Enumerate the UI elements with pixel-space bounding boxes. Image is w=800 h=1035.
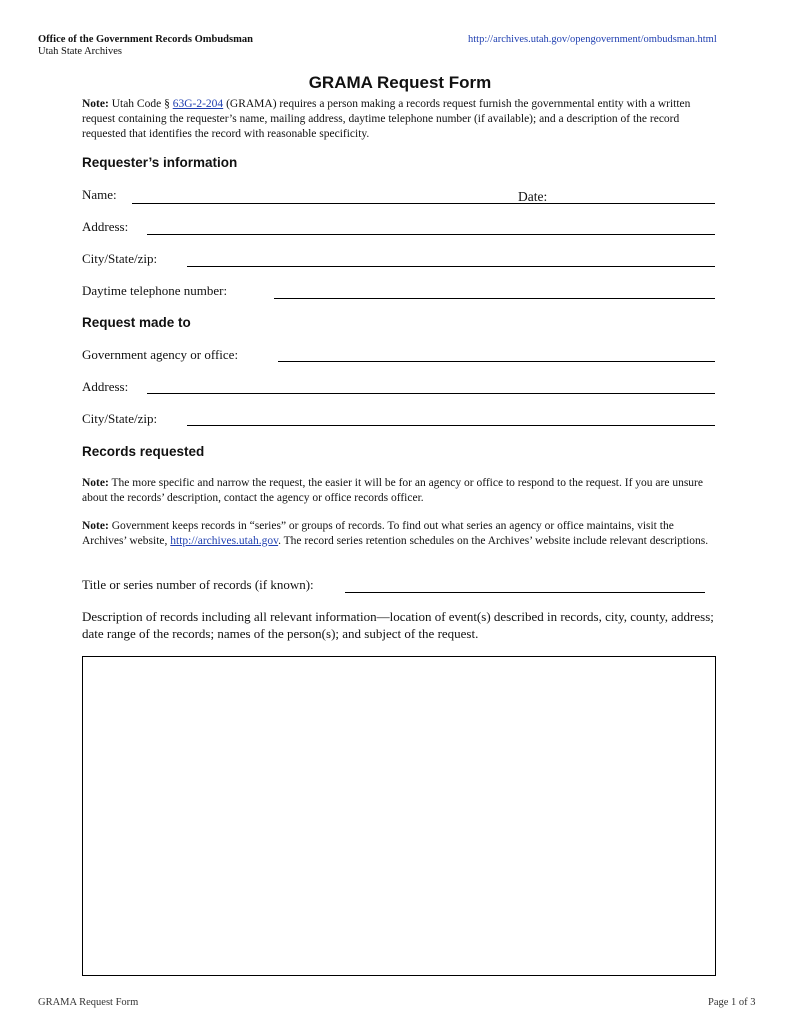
records-note-series-text-after: . The record series retention schedules on the Archives’ website include relevant descriptions.: [278, 534, 709, 547]
records-heading: Records requested: [82, 444, 205, 459]
agency-address-field[interactable]: [147, 393, 715, 394]
name-field[interactable]: [132, 203, 715, 204]
header-url-link[interactable]: http://archives.utah.gov/opengovernment/ombudsman.html: [468, 34, 717, 45]
phone-label: Daytime telephone number:: [82, 283, 228, 298]
intro-note-text-before: Utah Code §: [108, 98, 173, 110]
utah-code-link[interactable]: 63G-2-204: [172, 98, 224, 110]
title-series-field[interactable]: [345, 592, 705, 593]
date-label: Date:: [518, 189, 548, 204]
header-archives: Utah State Archives: [38, 46, 122, 57]
title-series-label: Title or series number of records (if known):: [82, 577, 314, 592]
header-office: Office of the Government Records Ombudsman: [38, 34, 253, 45]
records-note-series: [82, 519, 718, 548]
name-label: Name:: [82, 187, 117, 202]
description-box[interactable]: [82, 656, 716, 976]
footer-page-number: Page 1 of 3: [708, 997, 756, 1008]
intro-note-text-after: (GRAMA) requires a person making a records request furnish the governmental entity with a written request containing the requester’s name, mailing address, daytime telephone number (if available); and a description of the record requested that identifies the record with reasonable specificity.: [82, 98, 691, 140]
records-note-series-label: Note:: [82, 520, 109, 532]
agency-city-field[interactable]: [187, 425, 715, 426]
records-note-specific-label: Note:: [82, 477, 109, 489]
intro-note: [82, 97, 718, 142]
agency-label: Government agency or office:: [82, 347, 239, 362]
agency-field[interactable]: [278, 361, 715, 362]
page-title: GRAMA Request Form: [308, 73, 492, 92]
agency-city-label: City/State/zip:: [82, 411, 158, 426]
records-note-specific-text: The more specific and narrow the request, the easier it will be for an agency or office to respond to the request. If you are unsure about the records’ description, contact the agency or office records officer.: [82, 477, 703, 504]
footer-form-name: GRAMA Request Form: [38, 997, 139, 1008]
requester-address-label: Address:: [82, 219, 129, 234]
requester-city-label: City/State/zip:: [82, 251, 158, 266]
agency-address-label: Address:: [82, 379, 129, 394]
intro-note-label: Note:: [82, 98, 109, 110]
requester-heading: Requester’s information: [82, 155, 238, 170]
requester-city-field[interactable]: [187, 266, 715, 267]
records-note-specific: [82, 476, 718, 505]
phone-field[interactable]: [274, 298, 715, 299]
records-note-series-text-before: Government keeps records in “series” or groups of records. To find out what series an agency or office maintains, visit the Archives’ website,: [82, 520, 674, 547]
requester-address-field[interactable]: [147, 234, 715, 235]
request-to-heading: Request made to: [82, 315, 191, 330]
description-label: Description of records including all relevant information—location of event(s) described in records, city, county, address; date range of the records; names of the person(s); and subject of the request.: [82, 609, 714, 641]
archives-link[interactable]: http://archives.utah.gov: [170, 534, 279, 547]
